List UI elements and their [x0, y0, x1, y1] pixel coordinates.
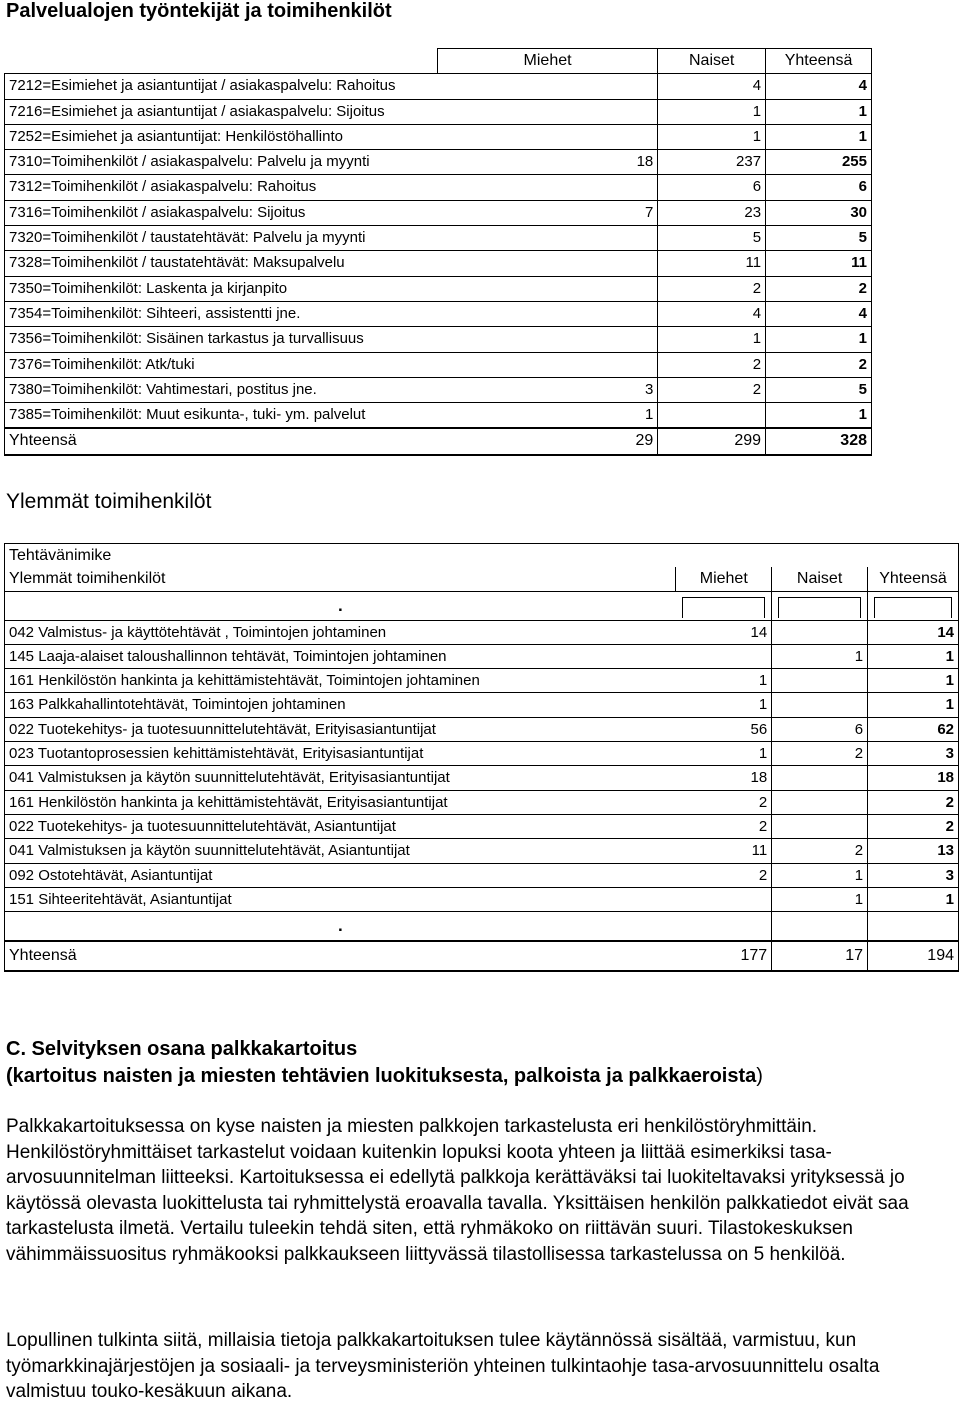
cell-men: 3 — [437, 377, 657, 402]
cell-women: 1 — [658, 124, 766, 149]
header-group: Ylemmät toimihenkilöt — [5, 567, 676, 591]
cell-men: 56 — [676, 717, 772, 741]
cell-men: 14 — [676, 620, 772, 644]
cell-total: 255 — [766, 150, 872, 175]
total-total: 194 — [868, 941, 959, 971]
total-row — [5, 941, 959, 971]
cell-men — [437, 124, 657, 149]
cell-men — [437, 276, 657, 301]
cell-total: 30 — [766, 200, 872, 225]
row-label: 022 Tuotekehitys- ja tuotesuunnittelutehtävät, Erityisasiantuntijat — [5, 717, 676, 741]
row-label: 151 Sihteeritehtävät, Asiantuntijat — [5, 887, 676, 911]
cell-total: 2 — [766, 276, 872, 301]
cell-women: 4 — [658, 301, 766, 326]
table-row — [5, 327, 872, 352]
cell-men — [437, 74, 657, 99]
table-row — [5, 669, 959, 693]
cell-total: 3 — [868, 742, 959, 766]
cell-men: 1 — [437, 403, 657, 429]
cell-men: 7 — [437, 200, 657, 225]
table-row — [5, 620, 959, 644]
cell-women — [772, 814, 868, 838]
row-label: 7252=Esimiehet ja asiantuntijat: Henkilöstöhallinto — [5, 124, 438, 149]
cell-women: 11 — [658, 251, 766, 276]
total-total: 328 — [766, 428, 872, 454]
table-row — [5, 790, 959, 814]
table-service-workers — [4, 48, 872, 456]
cell-total: 1 — [868, 693, 959, 717]
cell-total: 2 — [868, 790, 959, 814]
header-total: Yhteensä — [868, 567, 959, 591]
cell-total: 2 — [868, 814, 959, 838]
row-label: 7380=Toimihenkilöt: Vahtimestari, postitus jne. — [5, 377, 438, 402]
cell-men: 2 — [676, 863, 772, 887]
row-label: 7312=Toimihenkilöt / asiakaspalvelu: Rahoitus — [5, 175, 438, 200]
cell-women: 2 — [772, 742, 868, 766]
cell-total: 11 — [766, 251, 872, 276]
cell-men — [437, 175, 657, 200]
cell-total: 1 — [868, 644, 959, 668]
dot-row — [5, 591, 959, 620]
row-label: 7350=Toimihenkilöt: Laskenta ja kirjanpito — [5, 276, 438, 301]
cell-men: 18 — [676, 766, 772, 790]
row-label: 163 Palkkahallintotehtävät, Toimintojen johtaminen — [5, 693, 676, 717]
cell-total: 4 — [766, 74, 872, 99]
header-men: Miehet — [437, 49, 657, 74]
row-label: 7212=Esimiehet ja asiantuntijat / asiakaspalvelu: Rahoitus — [5, 74, 438, 99]
table-row — [5, 693, 959, 717]
cell-men: 1 — [676, 742, 772, 766]
cell-men — [437, 226, 657, 251]
cell-women: 6 — [772, 717, 868, 741]
cell-women: 1 — [772, 644, 868, 668]
total-label: Yhteensä — [5, 941, 676, 971]
cell-women: 237 — [658, 150, 766, 175]
table-row — [5, 276, 872, 301]
table-row — [5, 717, 959, 741]
cell-total: 18 — [868, 766, 959, 790]
cell-total: 1 — [766, 99, 872, 124]
table-row — [5, 226, 872, 251]
table-row — [5, 766, 959, 790]
table-row — [5, 200, 872, 225]
section-c-heading — [6, 1036, 956, 1090]
cell-women: 2 — [658, 276, 766, 301]
cell-women: 23 — [658, 200, 766, 225]
total-women: 299 — [658, 428, 766, 454]
cell-men: 2 — [676, 790, 772, 814]
dot-marker: . — [5, 912, 676, 942]
cell-men: 2 — [676, 814, 772, 838]
cell-total: 1 — [868, 887, 959, 911]
table-row — [5, 377, 872, 402]
cell-total: 1 — [766, 327, 872, 352]
cell-total: 1 — [868, 669, 959, 693]
section-title-upper-employees: Ylemmät toimihenkilöt — [6, 490, 212, 513]
cell-total: 1 — [766, 124, 872, 149]
dot-marker: . — [5, 591, 676, 620]
cell-women: 5 — [658, 226, 766, 251]
cell-women: 1 — [658, 99, 766, 124]
table-row — [5, 301, 872, 326]
table-upper-employees — [4, 543, 959, 972]
cell-men — [676, 644, 772, 668]
cell-women — [772, 766, 868, 790]
section-c-heading-line1: C. Selvityksen osana palkkakartoitus — [6, 1038, 358, 1060]
table-row — [5, 644, 959, 668]
row-label: 041 Valmistuksen ja käytön suunnittelutehtävät, Asiantuntijat — [5, 839, 676, 863]
section-c-heading-close: ) — [756, 1065, 763, 1087]
cell-women — [772, 620, 868, 644]
page-title: Palvelualojen työntekijät ja toimihenkilöt — [6, 0, 392, 22]
table-row — [5, 403, 872, 429]
header-total: Yhteensä — [766, 49, 872, 74]
row-label: 7320=Toimihenkilöt / taustatehtävät: Palvelu ja myynti — [5, 226, 438, 251]
section-c-heading-line2: (kartoitus naisten ja miesten tehtävien luokituksesta, palkoista ja palkkaeroista — [6, 1065, 757, 1087]
cell-women: 2 — [772, 839, 868, 863]
row-label: 7376=Toimihenkilöt: Atk/tuki — [5, 352, 438, 377]
table-row — [5, 124, 872, 149]
total-label: Yhteensä — [5, 428, 438, 454]
cell-men — [437, 99, 657, 124]
cell-total: 5 — [766, 377, 872, 402]
cell-women: 4 — [658, 74, 766, 99]
cell-total: 62 — [868, 717, 959, 741]
table-row — [5, 74, 872, 99]
row-label: 7316=Toimihenkilöt / asiakaspalvelu: Sijoitus — [5, 200, 438, 225]
dot-row — [5, 912, 959, 942]
cell-men: 1 — [676, 693, 772, 717]
cell-women: 2 — [658, 352, 766, 377]
table-row — [5, 839, 959, 863]
row-label: 161 Henkilöstön hankinta ja kehittämistehtävät, Toimintojen johtaminen — [5, 669, 676, 693]
cell-total: 3 — [868, 863, 959, 887]
cell-women: 1 — [772, 863, 868, 887]
header-women: Naiset — [772, 567, 868, 591]
cell-men — [437, 251, 657, 276]
table-row — [5, 150, 872, 175]
paragraph-1: Palkkakartoituksessa on kyse naisten ja miesten palkkojen tarkastelusta eri henkilöstöryhmittäin. Henkilöstöryhmittäiset tarkastelut voidaan kuitenkin lopuksi koota yhteen ja liittää esimerkiksi tasa-arvosuunnitelman liitteeksi. Kartoituksessa ei edellytä palkkoja kerättäväksi tai luokiteltavaksi yrityksessä jo käytössä olevasta luokittelusta tai ryhmittelystä eroavalla tavalla. Yksittäisen henkilön palkkatiedot eivät saa tarkastelusta ilmetä. Vertailu tuleekin tehdä siten, että ryhmäkoko on riittävän suuri. Tilastokeskuksen vähimmäissuositus ryhmäkooksi palkkaukseen liittyvässä tilastollisessa tarkastelussa on 5 henkilöä. — [6, 1116, 909, 1265]
table-row — [5, 99, 872, 124]
cell-men: 11 — [676, 839, 772, 863]
row-label: 022 Tuotekehitys- ja tuotesuunnittelutehtävät, Asiantuntijat — [5, 814, 676, 838]
cell-women: 1 — [772, 887, 868, 911]
cell-total: 13 — [868, 839, 959, 863]
row-label: 7356=Toimihenkilöt: Sisäinen tarkastus ja turvallisuus — [5, 327, 438, 352]
table-row — [5, 814, 959, 838]
cell-men: 1 — [676, 669, 772, 693]
cell-women — [772, 669, 868, 693]
row-label: 7310=Toimihenkilöt / asiakaspalvelu: Palvelu ja myynti — [5, 150, 438, 175]
cell-total: 5 — [766, 226, 872, 251]
table-row — [5, 175, 872, 200]
cell-men: 18 — [437, 150, 657, 175]
table-row — [5, 742, 959, 766]
paragraph-2: Lopullinen tulkinta siitä, millaisia tietoja palkkakartoituksen tulee käytännössä sisältää, varmistuu, kun työmarkkinajärjestöjen ja sosiaali- ja terveysministeriön yhteinen tulkintaohje tasa-arvosuunnittelu osalta valmistuu touko-kesäkuun aikana. — [6, 1330, 880, 1402]
row-label: 7328=Toimihenkilöt / taustatehtävät: Maksupalvelu — [5, 251, 438, 276]
header-men: Miehet — [676, 567, 772, 591]
cell-women: 1 — [658, 327, 766, 352]
row-label: 023 Tuotantoprosessien kehittämistehtävät, Erityisasiantuntijat — [5, 742, 676, 766]
cell-women: 2 — [658, 377, 766, 402]
row-label: 042 Valmistus- ja käyttötehtävät , Toimintojen johtaminen — [5, 620, 676, 644]
row-label: 7354=Toimihenkilöt: Sihteeri, assistentti jne. — [5, 301, 438, 326]
row-label: 145 Laaja-alaiset taloushallinnon tehtävät, Toimintojen johtaminen — [5, 644, 676, 668]
cell-total: 14 — [868, 620, 959, 644]
row-label: 041 Valmistuksen ja käytön suunnittelutehtävät, Erityisasiantuntijat — [5, 766, 676, 790]
cell-men — [437, 301, 657, 326]
cell-women: 6 — [658, 175, 766, 200]
row-label: 092 Ostotehtävät, Asiantuntijat — [5, 863, 676, 887]
table-row — [5, 887, 959, 911]
row-label: 7216=Esimiehet ja asiantuntijat / asiakaspalvelu: Sijoitus — [5, 99, 438, 124]
cell-women — [658, 403, 766, 429]
table-row — [5, 251, 872, 276]
total-row — [5, 428, 872, 454]
total-women: 17 — [772, 941, 868, 971]
table-row — [5, 863, 959, 887]
cell-men — [676, 887, 772, 911]
total-men: 29 — [437, 428, 657, 454]
cell-men — [437, 352, 657, 377]
cell-total: 6 — [766, 175, 872, 200]
cell-men — [437, 327, 657, 352]
row-label: 161 Henkilöstön hankinta ja kehittämistehtävät, Erityisasiantuntijat — [5, 790, 676, 814]
row-label: 7385=Toimihenkilöt: Muut esikunta-, tuki- ym. palvelut — [5, 403, 438, 429]
table-caption: Tehtävänimike — [5, 544, 959, 568]
header-women: Naiset — [658, 49, 766, 74]
cell-women — [772, 790, 868, 814]
cell-women — [772, 693, 868, 717]
cell-total: 1 — [766, 403, 872, 429]
cell-total: 4 — [766, 301, 872, 326]
total-men: 177 — [676, 941, 772, 971]
cell-total: 2 — [766, 352, 872, 377]
table-row — [5, 352, 872, 377]
